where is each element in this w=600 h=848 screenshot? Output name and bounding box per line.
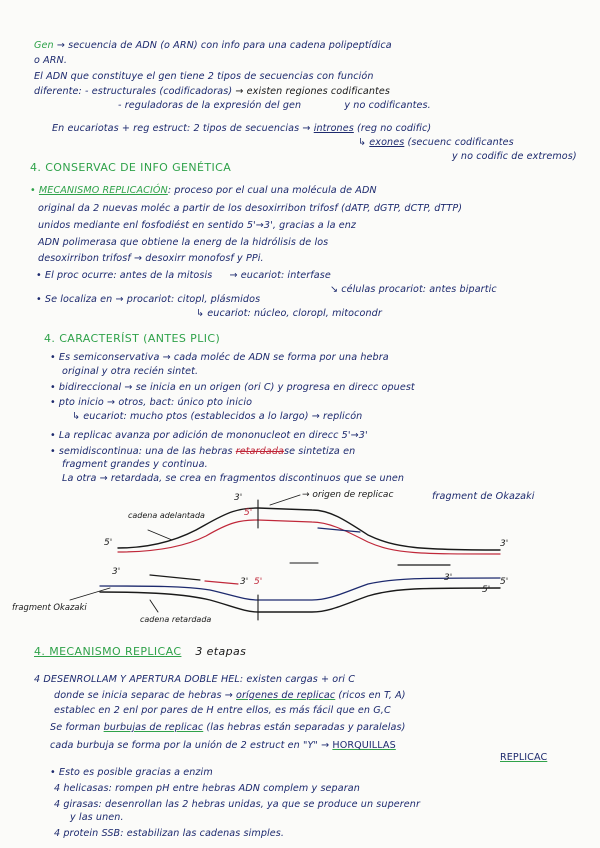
carac-line-3: • bidireccional → se inicia en un origen (ori C) y progresa en direcc opuest (50, 382, 415, 393)
prime-3-mid-right: 3' (444, 573, 453, 583)
mec-line-7: 4 helicasas: rompen pH entre hebras ADN complem y separan (54, 783, 360, 794)
intro-line-2: o ARN. (34, 55, 67, 66)
section-title-mecanismo (34, 646, 246, 658)
sec4-line-4: ADN polimerasa que obtiene la energ de la hidrólisis de los (38, 237, 329, 248)
okazaki-fragment-1 (150, 575, 200, 580)
arrow-glyph: ↳ (358, 137, 367, 148)
occurs-when: • El proc ocurre: antes de la mitosis (36, 270, 213, 281)
form-text: Se forman (50, 722, 101, 733)
introns-term: intrones (313, 123, 354, 134)
prime-3-top-center: 3' (234, 493, 243, 503)
gen-definition: → secuencia de ADN (o ARN) con info para una cadena polipeptídica (56, 40, 392, 51)
gen-term: Gen (34, 40, 54, 51)
introns-desc: (reg no codific) (356, 123, 432, 134)
mec-line-5b (500, 752, 547, 764)
forks-term: HORQUILLAS (332, 740, 396, 751)
carac-line-8: fragment grandes y continua. (62, 459, 208, 470)
sec4-line-3: unidos mediante enl fosfodiést en sentido 5'→3', gracias a la enz (38, 220, 357, 231)
carac-line-1: • Es semiconservativa → cada moléc de ADN se forma por una hebra (50, 352, 389, 363)
exons-term: exones (369, 137, 405, 148)
bubbles-term: burbujas de replicac (103, 722, 204, 733)
struck-word: retardada (235, 446, 285, 457)
mec-line-4 (50, 722, 405, 734)
leading-strand-label: cadena adelantada (128, 511, 205, 520)
section-title-conservac: 4. CONSERVAC DE INFO GENÉTICA (30, 161, 232, 174)
prime-3-left-bottom: 3' (112, 567, 121, 577)
prime-5-bottom-center: 5' (254, 577, 263, 587)
origins-term: orígenes de replicac (236, 690, 336, 701)
prime-5-right-bottom: 5' (500, 577, 509, 587)
forks-term-2: REPLICAC (500, 752, 548, 763)
prime-5-mid-right: 5' (482, 585, 491, 595)
coding-regions: → existen regiones codificantes (235, 86, 390, 97)
carac-line-2: original y otra recién sintet. (62, 366, 199, 377)
replication-def: : proceso por el cual una molécula de ADN (167, 185, 377, 196)
carac-line-4: • pto inicio → otros, bact: único pto inicio (50, 397, 253, 408)
exons-desc: (secuenc codificantes (407, 137, 514, 148)
okazaki-label: fragment Okazaki (12, 602, 87, 612)
replication-term: MECANISMO REPLICACIÓN (38, 185, 168, 196)
stages-count: 3 etapas (195, 645, 247, 658)
origin-label: → origen de replicac (302, 490, 394, 500)
okazaki-pointer (70, 588, 110, 600)
carac-line-5: ↳ eucariot: mucho ptos (establecidos a lo largo) → replicón (72, 411, 363, 422)
origin-pointer (270, 495, 300, 505)
sec4-line-5: desoxirribon trifosf → desoxirr monofosf y PPi. (38, 253, 264, 264)
section-title-caracterist: 4. CARACTERÍST (ANTES PLIC) (44, 332, 221, 345)
bubbles-desc: (las hebras están separadas y paralelas) (206, 722, 406, 733)
semidiscontinuous: • semidiscontinua: una de las hebras (50, 446, 233, 457)
leading-pointer (148, 530, 172, 540)
regulatory-seq: - reguladoras de la expresión del gen (118, 100, 302, 111)
carac-line-10: fragment de Okazaki (432, 491, 535, 502)
sec4-line-8: • Se localiza en → procariot: citopl, plásmidos (36, 294, 261, 305)
mec-line-5 (50, 740, 396, 752)
eukaryote-seq: En eucariotas + reg estruct: 2 tipos de secuencias → (52, 123, 311, 134)
mecanismo-title: 4. MECANISMO REPLICAC (34, 645, 182, 658)
noncoding-regions: y no codificantes. (344, 100, 431, 111)
mec-line-10: 4 protein SSB: estabilizan las cadenas simples. (54, 828, 285, 839)
carac-line-9: La otra → retardada, se crea en fragmentos discontinuos que se unen (62, 473, 405, 484)
structural-seq: diferente: - estructurales (codificadoras) (34, 86, 233, 97)
sec4-line-7: ↘ células procariot: antes bipartic (330, 284, 497, 295)
bubble-formation: cada burbuja se forma por la unión de 2 estruct en "Y" → (50, 740, 330, 751)
occurs-eukaryote: → eucariot: interfase (229, 270, 331, 281)
intro-line-8: y no codific de extremos) (452, 151, 577, 162)
prime-5-left-top: 5' (104, 538, 113, 548)
synthesized-in: se sintetiza en (284, 446, 356, 457)
bullet: • (30, 185, 36, 196)
prime-3-bottom-center: 3' (240, 577, 249, 587)
lagging-pointer (150, 600, 158, 612)
intro-line-3: El ADN que constituye el gen tiene 2 tipos de secuencias con función (34, 71, 374, 82)
sec4-line-2: original da 2 nuevas moléc a partir de los desoxirribon trifosf (dATP, dGTP, dCTP, dTTP) (38, 203, 463, 214)
prime-3-right-top: 3' (500, 539, 509, 549)
rich-in: (ricos en T, A) (338, 690, 406, 701)
mec-line-8: 4 girasas: desenrollan las 2 hebras unidas, ya que se produce un superenr (54, 799, 421, 810)
carac-line-6: • La replicac avanza por adición de mononucleot en direcc 5'→3' (50, 430, 368, 441)
separation-start: donde se inicia separac de hebras → (54, 690, 233, 701)
lagging-strand-label: cadena retardada (140, 615, 212, 624)
mec-line-6: • Esto es posible gracias a enzim (50, 767, 213, 778)
mec-line-2 (54, 690, 406, 702)
mec-line-3: establec en 2 enl por pares de H entre ellos, es más fácil que en G,C (54, 705, 391, 716)
sec4-line-9: ↳ eucariot: núcleo, cloropl, mitocondr (196, 308, 382, 319)
prime-5-top-center: 5' (244, 508, 253, 518)
mec-line-1: 4 DESENROLLAM Y APERTURA DOBLE HEL: existen cargas + ori C (34, 674, 356, 685)
mec-line-9: y las unen. (70, 812, 124, 823)
okazaki-fragment-2 (205, 581, 238, 584)
